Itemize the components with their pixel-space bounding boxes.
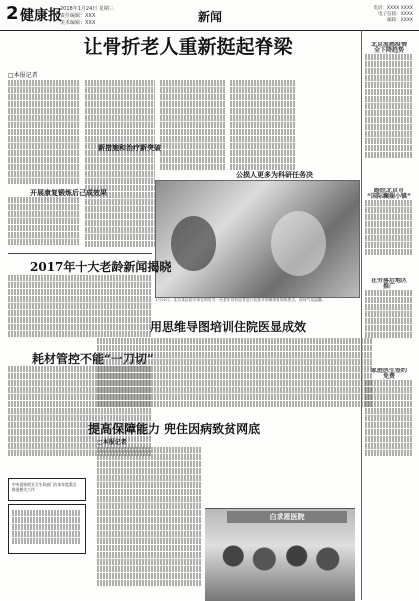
page-number: 2 — [6, 3, 19, 24]
right-column-text-low — [365, 278, 413, 363]
main-column-2 — [85, 80, 155, 250]
left-bottom-text — [12, 510, 80, 548]
hotline-line-1: 电话：XXXX XXXX — [373, 6, 413, 11]
main-subhead-3: 公损人更多为科研任务决 — [236, 171, 313, 179]
main-column-3 — [160, 80, 226, 175]
right-column-divider — [361, 30, 362, 600]
main-headline: 让骨折老人重新挺起脊梁 — [83, 36, 293, 58]
center-text-1 — [97, 338, 372, 413]
section-title: 新闻 — [198, 10, 223, 24]
notice-text: 中央国家机关卫生局部门在本年度重点推进相关工作 — [12, 482, 77, 492]
right-item-4: “国际癫痫小镇” — [367, 193, 411, 200]
right-item-7: 家庭医生签约 — [370, 368, 407, 374]
right-item-6: 推广 — [382, 283, 395, 290]
center-title-1: 用思维导图培训住院医显成效 — [150, 320, 307, 334]
right-column-text-mid — [365, 188, 413, 273]
newspaper-brand: 健康报 — [20, 8, 62, 24]
masthead-meta-line-3: 美术编辑：XXX — [60, 20, 96, 26]
people-group — [213, 532, 348, 592]
right-item-1: 北京流感疫情 — [370, 42, 407, 48]
left-box-title: 2017年十大老龄新闻揭晓 — [30, 260, 172, 274]
left-box-text — [8, 275, 152, 341]
main-subhead-1: 开展康复锻炼后己成效果 — [30, 189, 107, 197]
medical-team-photo — [205, 508, 355, 601]
right-item-5: 在穷落后地区 — [370, 278, 407, 284]
main-subhead-2: 新措施和治疗新突破 — [98, 144, 161, 152]
right-item-3: 路经北京市 — [373, 188, 404, 194]
masthead-meta-line-2: 责任编辑：XXX — [60, 13, 96, 19]
right-item-8: 免费 — [382, 373, 395, 380]
hotline-line-2: 电子信箱：XXXX — [378, 12, 413, 17]
left-article-title-2: 耗材管控不能“一刀切” — [32, 352, 154, 366]
masthead-meta-line-1: 2018年1月24日 星期三 — [60, 6, 114, 12]
photo-banner: 白求恩医院 — [227, 511, 347, 523]
main-column-4 — [230, 80, 296, 175]
photo-caption: 1月22日，北京某医院专家在病房为一名老年骨折患者进行检查并讲解康复锻炼要点，现场气氛温馨。 — [155, 297, 326, 302]
section-rule-left-1 — [8, 253, 152, 254]
main-column-1 — [8, 80, 80, 185]
center-author-2: □本报记者 — [97, 439, 127, 446]
right-column-text-bottom — [365, 368, 413, 508]
main-column-1b — [8, 197, 80, 252]
masthead — [0, 0, 419, 31]
hotline-box — [339, 6, 413, 24]
right-item-2: 全下降趋势 — [373, 47, 404, 54]
right-column-text-top — [365, 42, 413, 182]
elderly-care-photo — [155, 180, 360, 298]
main-author: □本报记者 — [8, 72, 38, 79]
hotline-line-3: 邮箱：XXXX — [387, 18, 413, 23]
center-title-2: 提高保障能力 兜住因病致贫网底 — [88, 422, 261, 436]
center-text-2 — [97, 447, 202, 597]
